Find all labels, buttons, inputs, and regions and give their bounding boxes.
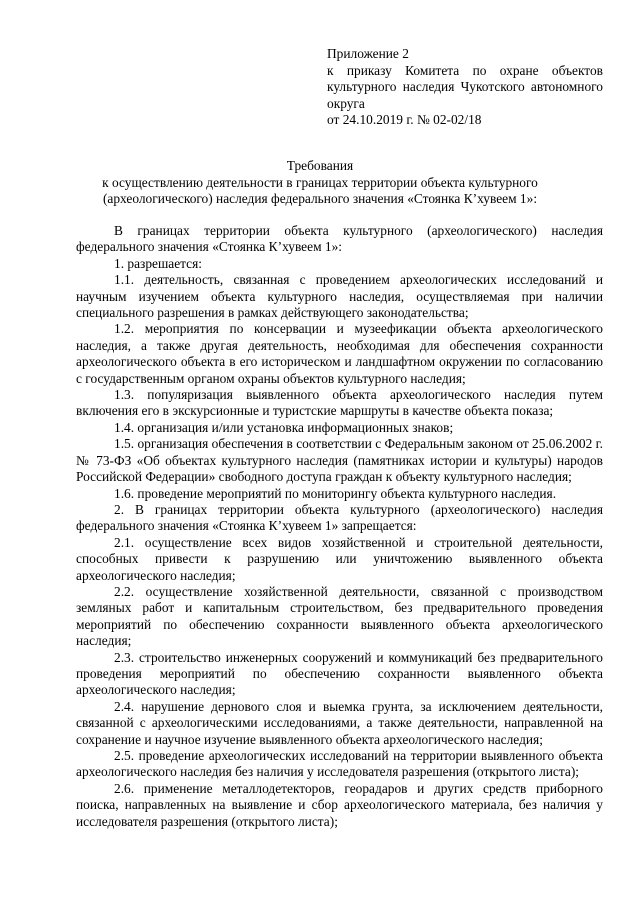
paragraph-2-4: 2.4. нарушение дернового слоя и выемка грунта, за исключением деятельности, связанной с археологическими исследованиями, а также деятельности, направленной на сохранение и научное изучение выявленного объекта археологического наследия; bbox=[76, 698, 603, 747]
paragraph-2-6: 2.6. применение металлодетекторов, георадаров и других средств приборного поиска, направленных на выявление и сбор археологического материала, без наличия у исследователя разрешения (открытого листа); bbox=[76, 780, 603, 829]
paragraph-1-4: 1.4. организация и/или установка информационных знаков; bbox=[114, 419, 454, 435]
paragraph-1-1: 1.1. деятельность, связанная с проведением археологических исследований и научным изучением объекта культурного наследия, осуществляемая при наличии специального разрешения в рамках действующего законодательства; bbox=[76, 272, 603, 321]
title-heading: Требования bbox=[286, 158, 354, 173]
document-title bbox=[70, 158, 570, 208]
paragraph-1-5: 1.5. организация обеспечения в соответствии с Федеральным законом от 25.06.2002 г. № 73-ФЗ «Об объектах культурного наследия (памятниках истории и культуры) народов Российской Федерации» свободного доступа граждан к объекту культурного наследия; bbox=[76, 436, 603, 485]
paragraph-2: 2. В границах территории объекта культурного (археологического) наследия федерального значения «Стоянка К’хувеем 1» запрещается: bbox=[76, 501, 603, 534]
annex-region-line: округа bbox=[327, 95, 365, 111]
paragraph-1: 1. разрешается: bbox=[114, 255, 202, 271]
paragraph-1-3: 1.3. популяризация выявленного объекта археологического наследия путем включения его в экскурсионные и туристские маршруты в качестве объекта показа; bbox=[76, 387, 603, 419]
annex-committee-line: культурного наследия Чукотского автономного bbox=[327, 79, 603, 94]
document-body bbox=[76, 223, 603, 830]
annex-order-line: к приказу Комитета по охране объектов bbox=[327, 62, 603, 78]
paragraph-1-2: 1.2. мероприятия по консервации и музеефикации объекта археологического наследия, а также другая деятельность, необходимая для обеспечения сохранности археологического объекта в его историческом и ландшафтном окружении по согласованию с государственным органом охраны объектов культурного наследия; bbox=[76, 321, 603, 386]
title-subheading-1: к осуществлению деятельности в границах территории объекта культурного bbox=[102, 174, 538, 190]
paragraph-2-5: 2.5. проведение археологических исследований на территории выявленного объекта археологического наследия без наличия у исследователя разрешения (открытого листа); bbox=[76, 748, 603, 780]
paragraph-2-2: 2.2. осуществление хозяйственной деятельности, связанной с производством земляных работ и капитальным строительством, без предварительного проведения мероприятий по обеспечению сохранности выявленного объекта археологического наследия; bbox=[76, 583, 603, 649]
title-subheading-2: (археологического) наследия федерального значения «Стоянка К’хувеем 1»: bbox=[102, 191, 538, 206]
annex-title: Приложение 2 bbox=[327, 46, 409, 61]
annex-date-line: от 24.10.2019 г. № 02-02/18 bbox=[327, 112, 482, 127]
paragraph-2-1: 2.1. осуществление всех видов хозяйственной и строительной деятельности, способных привести к разрушению или уничтожению выявленного объекта археологического наследия; bbox=[76, 534, 603, 583]
annex-header bbox=[327, 46, 603, 129]
paragraph-1-6: 1.6. проведение мероприятий по мониторингу объекта культурного наследия. bbox=[114, 485, 557, 501]
paragraph-intro: В границах территории объекта культурного (археологического) наследия федерального значения «Стоянка К’хувеем 1»: bbox=[76, 223, 603, 255]
paragraph-2-3: 2.3. строительство инженерных сооружений и коммуникаций без предварительного проведения мероприятий по обеспечению сохранности выявленного объекта археологического наследия; bbox=[76, 649, 603, 698]
